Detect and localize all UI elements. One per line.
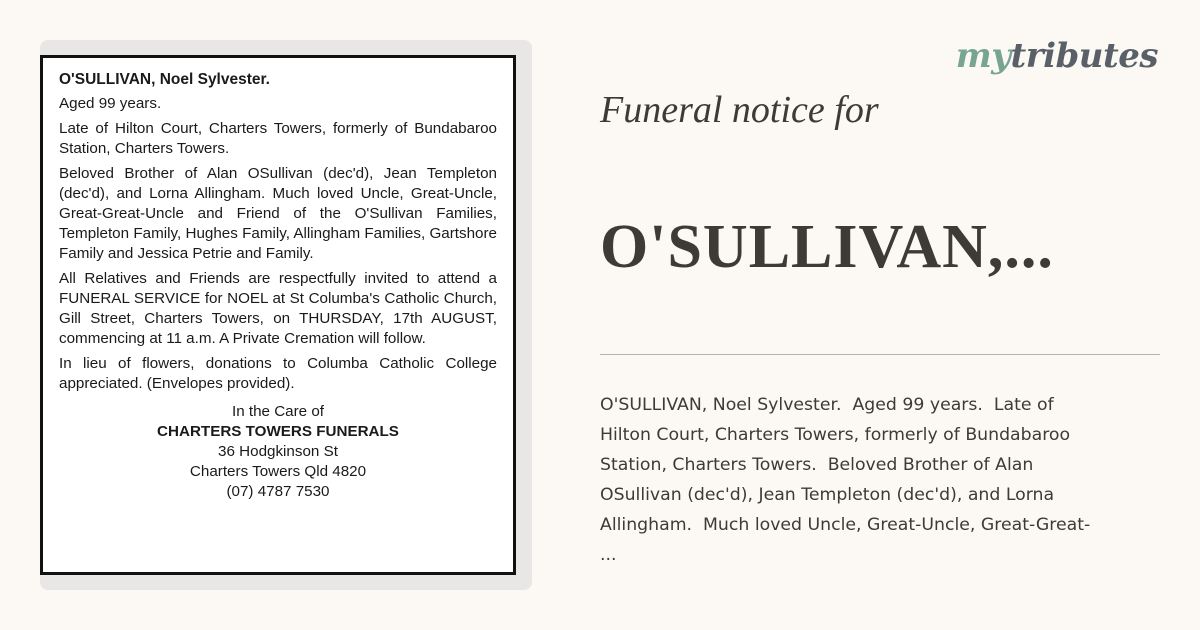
notice-kicker: Funeral notice for	[600, 89, 879, 131]
care-intro: In the Care of	[231, 403, 325, 420]
divider	[600, 354, 1160, 355]
funeral-notice-clipping	[40, 55, 516, 575]
notice-deceased-name: O'SULLIVAN, Noel Sylvester.	[59, 71, 270, 88]
care-firm-name: CHARTERS TOWERS FUNERALS	[157, 423, 399, 440]
deceased-headline: O'SULLIVAN,...	[600, 213, 1054, 281]
care-address: 36 Hodgkinson St	[218, 443, 338, 460]
care-phone: (07) 4787 7530	[226, 483, 330, 500]
mytributes-logo	[956, 36, 1158, 76]
notice-residence: Late of Hilton Court, Charters Towers, formerly of Bundabaroo Station, Charters Towers.	[59, 120, 497, 157]
notice-age: Aged 99 years.	[59, 95, 162, 112]
notice-service: All Relatives and Friends are respectfully invited to attend a FUNERAL SERVICE for NOEL at St Columba's Catholic Church, Gill Street, Charters Towers, on THURSDAY, 17th AUGUST, commencing at 11 a.m. A Private Cremation will follow.	[59, 270, 497, 347]
care-city: Charters Towers Qld 4820	[189, 463, 367, 480]
logo-tributes: tributes	[1010, 36, 1158, 76]
notice-family: Beloved Brother of Alan OSullivan (dec'd), Jean Templeton (dec'd), and Lorna Allingham. Much loved Uncle, Great-Uncle, Great-Great-Uncle and Friend of the O'Sullivan Families, Templeton Family, Hughes Family, Allingham Families, Gartshore Family and Jessica Petrie and Family.	[59, 165, 497, 262]
logo-my: my	[955, 36, 1011, 76]
notice-donations: In lieu of flowers, donations to Columba Catholic College appreciated. (Envelopes provided).	[59, 355, 497, 392]
notice-excerpt: O'SULLIVAN, Noel Sylvester. Aged 99 years. Late of Hilton Court, Charters Towers, formerly of Bundabaroo Station, Charters Towers. Beloved Brother of Alan OSullivan (dec'd), Jean Templeton (dec'd), and Lorna Allingham. Much loved Uncle, Great-Uncle, Great-Great- ...	[600, 395, 1091, 565]
notice-funeral-director	[59, 402, 497, 502]
